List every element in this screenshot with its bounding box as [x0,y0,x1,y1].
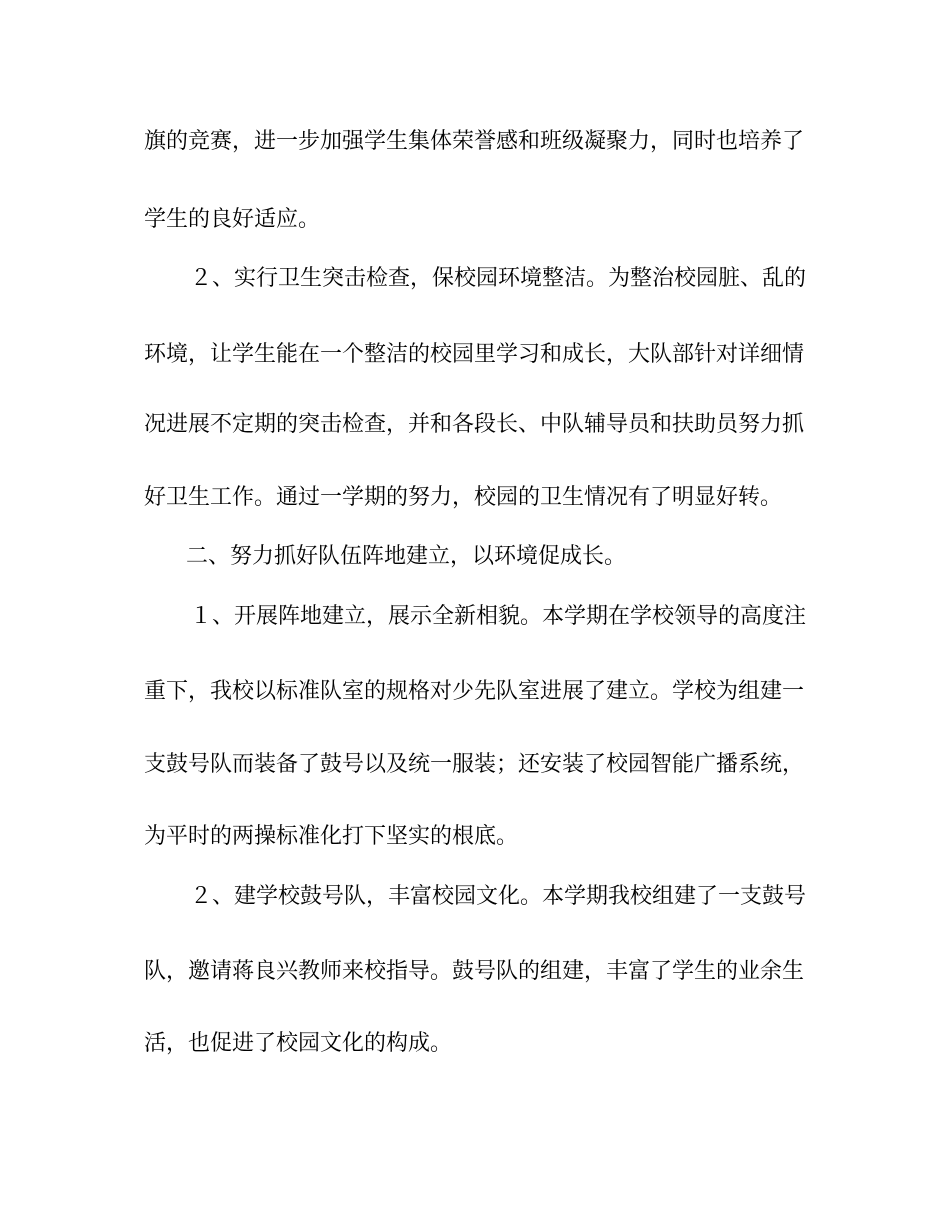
paragraph-line: 活，也促进了校园文化的构成。 [144,1031,453,1056]
paragraph-line: 况进展不定期的突击检查，并和各段长、中队辅导员和扶助员努力抓 [144,412,805,437]
paragraph-line: ２、建学校鼓号队，丰富校园文化。本学期我校组建了一支鼓号 [190,884,807,909]
paragraph-line: 队，邀请蒋良兴教师来校指导。鼓号队的组建，丰富了学生的业余生 [144,959,805,984]
paragraph-line: 重下，我校以标准队室的规格对少先队室进展了建立。学校为组建一 [144,679,805,704]
paragraph-line: 支鼓号队而装备了鼓号以及统一服装；还安装了校园智能广播系统， [144,752,805,777]
paragraph-line: 环境，让学生能在一个整洁的校园里学习和成长，大队部针对详细情 [144,342,805,367]
paragraph-line: ２、实行卫生突击检查，保校园环境整洁。为整治校园脏、乱的 [190,266,807,291]
paragraph-line: １、开展阵地建立，展示全新相貌。本学期在学校领导的高度注 [190,604,807,629]
section-heading: 二、努力抓好队伍阵地建立，以环境促成长。 [186,544,627,569]
paragraph-line: 旗的竞赛，进一步加强学生集体荣誉感和班级凝聚力，同时也培养了 [144,129,805,154]
paragraph-line: 为平时的两操标准化打下坚实的根底。 [144,824,519,849]
paragraph-line: 好卫生工作。通过一学期的努力，校园的卫生情况有了明显好转。 [144,485,783,510]
paragraph-line: 学生的良好适应。 [144,207,321,232]
